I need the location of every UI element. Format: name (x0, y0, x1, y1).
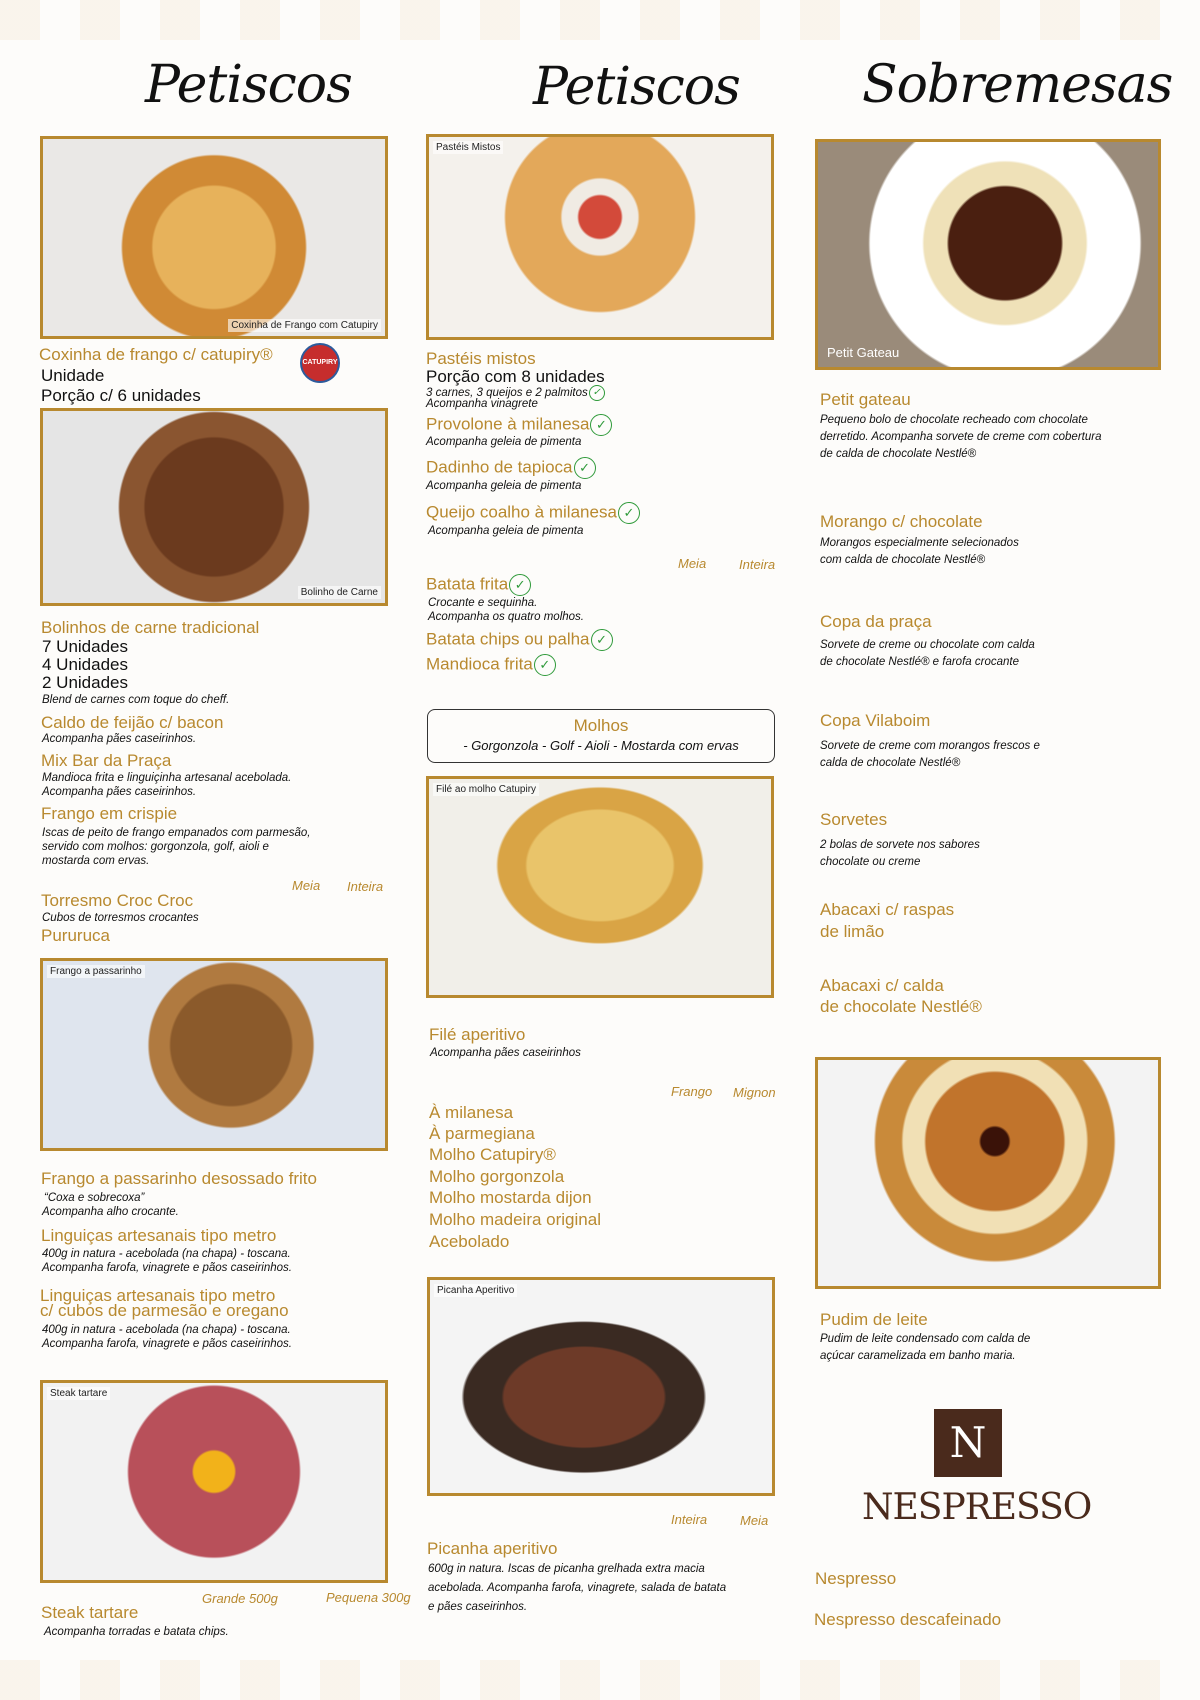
bolinhos-desc: Blend de carnes com toque do cheff. (42, 694, 230, 706)
file-photo (426, 776, 774, 998)
photo-caption: Coxinha de Frango com Catupiry (228, 319, 381, 332)
pasteis-photo (426, 134, 774, 340)
file-title: Filé aperitivo (429, 1025, 526, 1044)
photo-caption: Petit Gateau (827, 345, 900, 360)
bolinhos-line3: 2 Unidades (42, 673, 129, 692)
provolone-desc: Acompanha geleia de pimenta (426, 436, 582, 448)
pudim-desc2: açúcar caramelizada em banho maria. (820, 1350, 1016, 1362)
photo-caption: Frango a passarinho (47, 965, 145, 978)
coxinha-title: Coxinha de frango c/ catupiry® (39, 345, 273, 364)
pasteis-title: Pastéis mistos (426, 349, 536, 368)
petit-desc1: Pequeno bolo de chocolate recheado com chocolate (820, 414, 1088, 426)
passarinho-title: Frango a passarinho desossado frito (41, 1169, 317, 1188)
caldo-desc: Acompanha pães caseirinhos. (42, 733, 197, 745)
queijo-desc: Acompanha geleia de pimenta (428, 525, 584, 537)
molhos-box (427, 709, 775, 763)
crispie-desc1: Iscas de peito de frango empanados com parmesão, (42, 827, 311, 839)
vegetarian-icon: ✓ (591, 629, 613, 651)
size-meia: Meia (292, 878, 321, 893)
copa-vila-desc1: Sorvete de creme com morangos frescos e (820, 740, 1040, 752)
file-option-1: À milanesa (429, 1103, 514, 1122)
picanha-desc1: 600g in natura. Iscas de picanha grelhada extra macia (428, 1563, 705, 1575)
size-pequena: Pequena 300g (326, 1590, 411, 1605)
file-option-6: Molho madeira original (429, 1210, 601, 1229)
pudim-title: Pudim de leite (820, 1310, 928, 1329)
copa-vila-desc2: calda de chocolate Nestlé® (820, 757, 961, 769)
photo-caption: Picanha Aperitivo (434, 1284, 517, 1297)
pudim-photo (815, 1057, 1161, 1289)
abacaxi2-title2: de chocolate Nestlé® (820, 997, 982, 1016)
size-frango: Frango (671, 1084, 713, 1099)
crispie-desc3: mostarda com ervas. (42, 855, 150, 867)
coxinha-photo (40, 136, 388, 339)
vegetarian-icon: ✓ (574, 457, 596, 479)
molhos-list: - Gorgonzola - Golf - Aioli - Mostarda com ervas (463, 738, 739, 753)
linguica2-title1: Linguiças artesanais tipo metro (40, 1286, 276, 1305)
chips-title: Batata chips ou palha ✓ (426, 629, 613, 651)
pasteis-desc1: 3 carnes, 3 queijos e 2 palmitos ✓ (426, 385, 605, 401)
petit-gateau-photo (815, 139, 1161, 370)
file-desc: Acompanha pães caseirinhos (430, 1047, 581, 1059)
file-option-2: À parmegiana (429, 1124, 535, 1143)
mix-title: Mix Bar da Praça (41, 751, 172, 770)
mandioca-title: Mandioca frita ✓ (426, 654, 556, 676)
pudim-desc1: Pudim de leite condensado com calda de (820, 1333, 1031, 1345)
pasteis-desc2: Acompanha vinagrete (426, 398, 538, 410)
nespresso-logo-icon: N (934, 1409, 1002, 1477)
morango-desc2: com calda de chocolate Nestlé® (820, 554, 986, 566)
file-option-3: Molho Catupiry® (429, 1145, 556, 1164)
linguica1-desc2: Acompanha farofa, vinagrete e pãos caseirinhos. (42, 1262, 292, 1274)
queijo-title: Queijo coalho à milanesa ✓ (426, 502, 640, 524)
column-heading: Sobremesas (862, 55, 1173, 115)
vegetarian-icon: ✓ (509, 574, 531, 596)
copa-praca-desc2: de chocolate Nestlé® e farofa crocante (820, 656, 1019, 668)
crispie-desc2: servido com molhos: gorgonzola, golf, aioli e (42, 841, 269, 853)
nespresso-item: Nespresso (815, 1569, 897, 1588)
bolinhos-line1: 7 Unidades (42, 637, 129, 656)
passarinho-desc1: “Coxa e sobrecoxa” (44, 1192, 145, 1204)
abacaxi1-title1: Abacaxi c/ raspas (820, 900, 955, 919)
mix-desc1: Mandioca frita e linguiçinha artesanal acebolada. (42, 772, 292, 784)
tartare-desc: Acompanha torradas e batata chips. (44, 1626, 229, 1638)
sorvetes-title: Sorvetes (820, 810, 888, 829)
picanha-desc3: e pães caseirinhos. (428, 1601, 528, 1613)
batata-title: Batata frita ✓ (426, 574, 531, 596)
linguica2-title2: c/ cubos de parmesão e oregano (40, 1301, 289, 1320)
pururuca-title: Pururuca (41, 926, 110, 945)
abacaxi2-title1: Abacaxi c/ calda (820, 976, 944, 995)
pasteis-line1: Porção com 8 unidades (426, 367, 605, 386)
vegetarian-icon: ✓ (534, 654, 556, 676)
photo-caption: Filé ao molho Catupiry (433, 783, 539, 796)
size-inteira: Inteira (739, 557, 776, 572)
size-meia: Meia (678, 556, 707, 571)
tartare-photo (40, 1380, 388, 1583)
bolinhos-line2: 4 Unidades (42, 655, 129, 674)
column-heading: Petiscos (145, 55, 352, 115)
size-grande: Grande 500g (202, 1591, 278, 1606)
file-option-5: Molho mostarda dijon (429, 1188, 592, 1207)
petit-desc3: de calda de chocolate Nestlé® (820, 448, 977, 460)
torresmo-title: Torresmo Croc Croc (41, 891, 194, 910)
picanha-photo (427, 1277, 775, 1496)
size-inteira: Inteira (347, 879, 384, 894)
morango-desc1: Morangos especialmente selecionados (820, 537, 1019, 549)
passarinho-photo (40, 958, 388, 1151)
provolone-title: Provolone à milanesa ✓ (426, 414, 612, 436)
bolinhos-title: Bolinhos de carne tradicional (41, 618, 260, 637)
dadinho-desc: Acompanha geleia de pimenta (426, 480, 582, 492)
picanha-desc2: acebolada. Acompanha farofa, vinagrete, salada de batata (428, 1582, 727, 1594)
sorvetes-desc1: 2 bolas de sorvete nos sabores (820, 839, 980, 851)
bolinho-photo (40, 408, 388, 606)
bottom-pattern (0, 1660, 1200, 1700)
caldo-title: Caldo de feijão c/ bacon (41, 713, 224, 732)
copa-vila-title: Copa Vilaboim (820, 711, 931, 730)
nespresso-descafeinado-item: Nespresso descafeinado (814, 1610, 1002, 1629)
coxinha-line2: Porção c/ 6 unidades (41, 386, 201, 405)
linguica1-title: Linguiças artesanais tipo metro (41, 1226, 277, 1245)
top-pattern (0, 0, 1200, 40)
size-inteira: Inteira (671, 1512, 708, 1527)
dadinho-title: Dadinho de tapioca ✓ (426, 457, 596, 479)
torresmo-desc: Cubos de torresmos crocantes (42, 912, 199, 924)
size-meia: Meia (740, 1513, 769, 1528)
copa-praca-desc1: Sorvete de creme ou chocolate com calda (820, 639, 1035, 651)
vegetarian-icon: ✓ (590, 414, 612, 436)
sorvetes-desc2: chocolate ou creme (820, 856, 921, 868)
copa-praca-title: Copa da praça (820, 612, 932, 631)
vegetarian-icon: ✓ (618, 502, 640, 524)
file-option-7: Acebolado (429, 1232, 510, 1251)
passarinho-desc2: Acompanha alho crocante. (42, 1206, 179, 1218)
photo-caption: Pastéis Mistos (433, 141, 503, 154)
morango-title: Morango c/ chocolate (820, 512, 983, 531)
batata-desc2: Acompanha os quatro molhos. (428, 611, 584, 623)
file-option-4: Molho gorgonzola (429, 1167, 565, 1186)
crispie-title: Frango em crispie (41, 804, 178, 823)
linguica1-desc1: 400g in natura - acebolada (na chapa) - toscana. (42, 1248, 291, 1260)
vegetarian-icon: ✓ (589, 385, 605, 401)
mix-desc2: Acompanha pães caseirinhos. (42, 786, 197, 798)
nespresso-wordmark: NESPRESSO (862, 1487, 1092, 1528)
photo-caption: Bolinho de Carne (298, 586, 381, 599)
molhos-title: Molhos (573, 716, 629, 735)
size-mignon: Mignon (733, 1085, 776, 1100)
coxinha-line1: Unidade (41, 366, 105, 385)
linguica2-desc1: 400g in natura - acebolada (na chapa) - toscana. (42, 1324, 291, 1336)
column-heading: Petiscos (533, 57, 740, 117)
linguica2-desc2: Acompanha farofa, vinagrete e pãos caseirinhos. (42, 1338, 292, 1350)
petit-title: Petit gateau (820, 390, 911, 409)
petit-desc2: derretido. Acompanha sorvete de creme com cobertura (820, 431, 1102, 443)
abacaxi1-title2: de limão (820, 922, 885, 941)
photo-caption: Steak tartare (47, 1387, 110, 1400)
catupiry-badge-icon: CATUPIRY (300, 343, 340, 383)
tartare-title: Steak tartare (41, 1603, 139, 1622)
batata-desc1: Crocante e sequinha. (428, 597, 538, 609)
picanha-title: Picanha aperitivo (427, 1539, 558, 1558)
